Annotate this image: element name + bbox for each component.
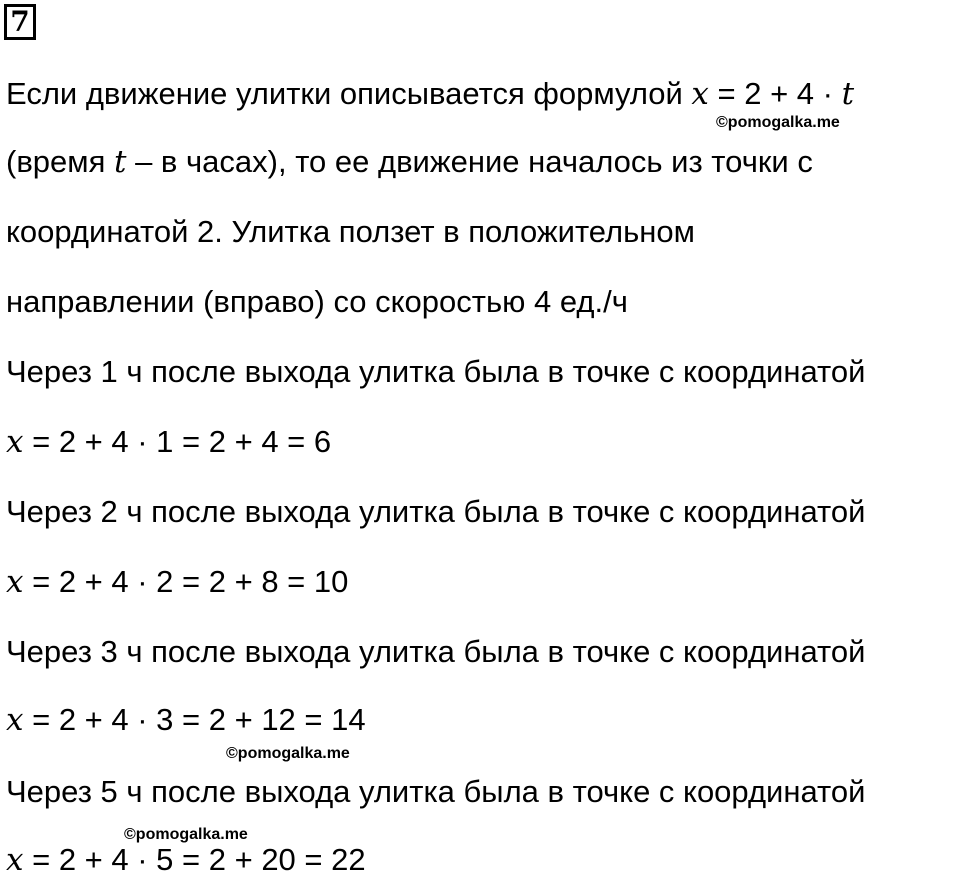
intro-line-2 — [6, 144, 813, 180]
intro-line-2-a: (время — [6, 144, 114, 179]
variable-x: x — [6, 842, 24, 878]
task-number: 7 — [10, 5, 30, 38]
step-4-text: Через 5 ч после выхода улитка была в точке с координатой — [6, 774, 866, 809]
step-2-equation: = 2 + 4 · 2 = 2 + 8 = 10 — [23, 564, 349, 599]
step-1-equation: = 2 + 4 · 1 = 2 + 4 = 6 — [23, 424, 332, 459]
step-2-text: Через 2 ч после выхода улитка была в точке с координатой — [6, 494, 866, 529]
intro-line-2-b: – в часах), то ее движение началось из точки с — [126, 144, 813, 179]
variable-x: x — [6, 702, 24, 738]
variable-t: t — [114, 144, 127, 180]
step-3-text: Через 3 ч после выхода улитка была в точке с координатой — [6, 634, 866, 669]
intro-line-3: координатой 2. Улитка ползет в положительном — [6, 214, 695, 249]
step-3-formula — [6, 702, 366, 738]
watermark: ©pomogalka.me — [716, 114, 840, 131]
intro-line-1 — [6, 76, 854, 112]
step-4-equation: = 2 + 4 · 5 = 2 + 20 = 22 — [23, 842, 366, 877]
watermark: ©pomogalka.me — [226, 745, 350, 762]
variable-t: t — [841, 76, 855, 112]
step-1-text: Через 1 ч после выхода улитка была в точке с координатой — [6, 354, 866, 389]
variable-x: x — [6, 564, 24, 600]
variable-x: x — [6, 424, 24, 460]
watermark: ©pomogalka.me — [124, 826, 248, 843]
task-number-box — [4, 4, 36, 40]
step-1-formula — [6, 424, 331, 460]
intro-line-1-text: Если движение улитки описывается формулой — [6, 76, 692, 111]
intro-line-1-equation: = 2 + 4 · — [708, 76, 842, 111]
variable-x: x — [691, 76, 709, 112]
intro-line-4: направлении (вправо) со скоростью 4 ед./ч — [6, 284, 628, 319]
step-2-formula — [6, 564, 348, 600]
step-3-equation: = 2 + 4 · 3 = 2 + 12 = 14 — [23, 702, 366, 737]
step-4-formula — [6, 842, 366, 878]
